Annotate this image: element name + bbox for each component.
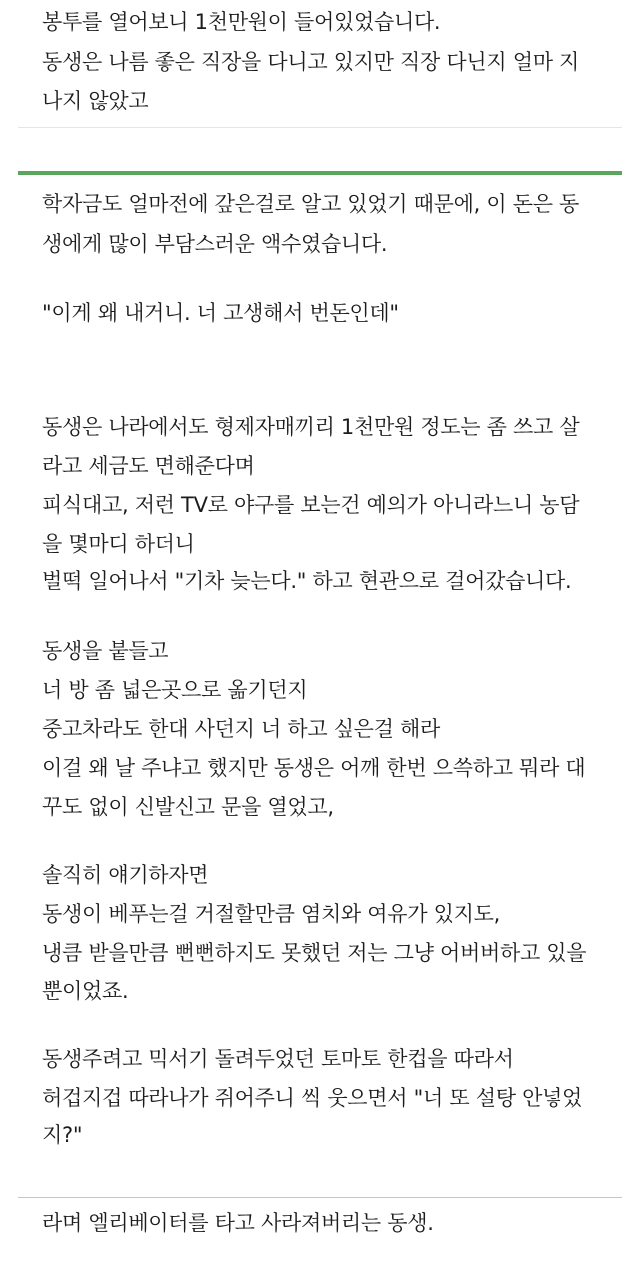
text-line: 봉투를 열어보니 1천만원이 들어있었습니다. (42, 10, 441, 34)
text-line: 뿐이었죠. (42, 979, 129, 1003)
text-line: 라고 세금도 면해준다며 (42, 454, 255, 478)
text-line: 허겁지겁 따라나가 쥐어주니 씩 웃으면서 "너 또 설탕 안넣었 (42, 1086, 583, 1110)
text-line: 꾸도 없이 신발신고 문을 열었고, (42, 795, 334, 819)
text-line: 나지 않았고 (42, 89, 149, 113)
text-line: 이걸 왜 날 주냐고 했지만 동생은 어깨 한번 으쓱하고 뭐라 대 (42, 756, 586, 780)
text-line: 동생은 나라에서도 형제자매끼리 1천만원 정도는 좀 쓰고 살 (42, 415, 580, 439)
text-line: 피식대고, 저런 TV로 야구를 보는건 예의가 아니라느니 농담 (42, 493, 580, 517)
text-line: "이게 왜 내거니. 너 고생해서 번돈인데" (42, 301, 399, 325)
text-line: 학자금도 얼마전에 갚은걸로 알고 있었기 때문에, 이 돈은 동 (42, 192, 580, 216)
text-line: 라며 엘리베이터를 타고 사라져버리는 동생. (42, 1211, 434, 1235)
section-divider (18, 127, 622, 128)
text-line: 동생이 베푸는걸 거절할만큼 염치와 여유가 있지도, (42, 902, 500, 926)
text-line: 냉큼 받을만큼 뻔뻔하지도 못했던 저는 그냥 어버버하고 있을 (42, 941, 587, 965)
text-line: 벌떡 일어나서 "기차 늦는다." 하고 현관으로 걸어갔습니다. (42, 569, 572, 593)
text-line: 지?" (42, 1123, 83, 1147)
text-line: 중고차라도 한대 사던지 너 하고 싶은걸 해라 (42, 717, 440, 741)
section-divider-green (18, 171, 622, 175)
section-divider (18, 1197, 622, 1198)
text-line: 솔직히 얘기하자면 (42, 863, 209, 887)
text-line: 생에게 많이 부담스러운 액수였습니다. (42, 232, 388, 256)
text-line: 너 방 좀 넓은곳으로 옮기던지 (42, 678, 308, 702)
text-line: 을 몇마디 하더니 (42, 532, 195, 556)
text-line: 동생주려고 믹서기 돌려두었던 토마토 한컵을 따라서 (42, 1047, 514, 1071)
text-line: 동생을 붙들고 (42, 639, 169, 663)
text-line: 동생은 나름 좋은 직장을 다니고 있지만 직장 다닌지 얼마 지 (42, 50, 580, 74)
